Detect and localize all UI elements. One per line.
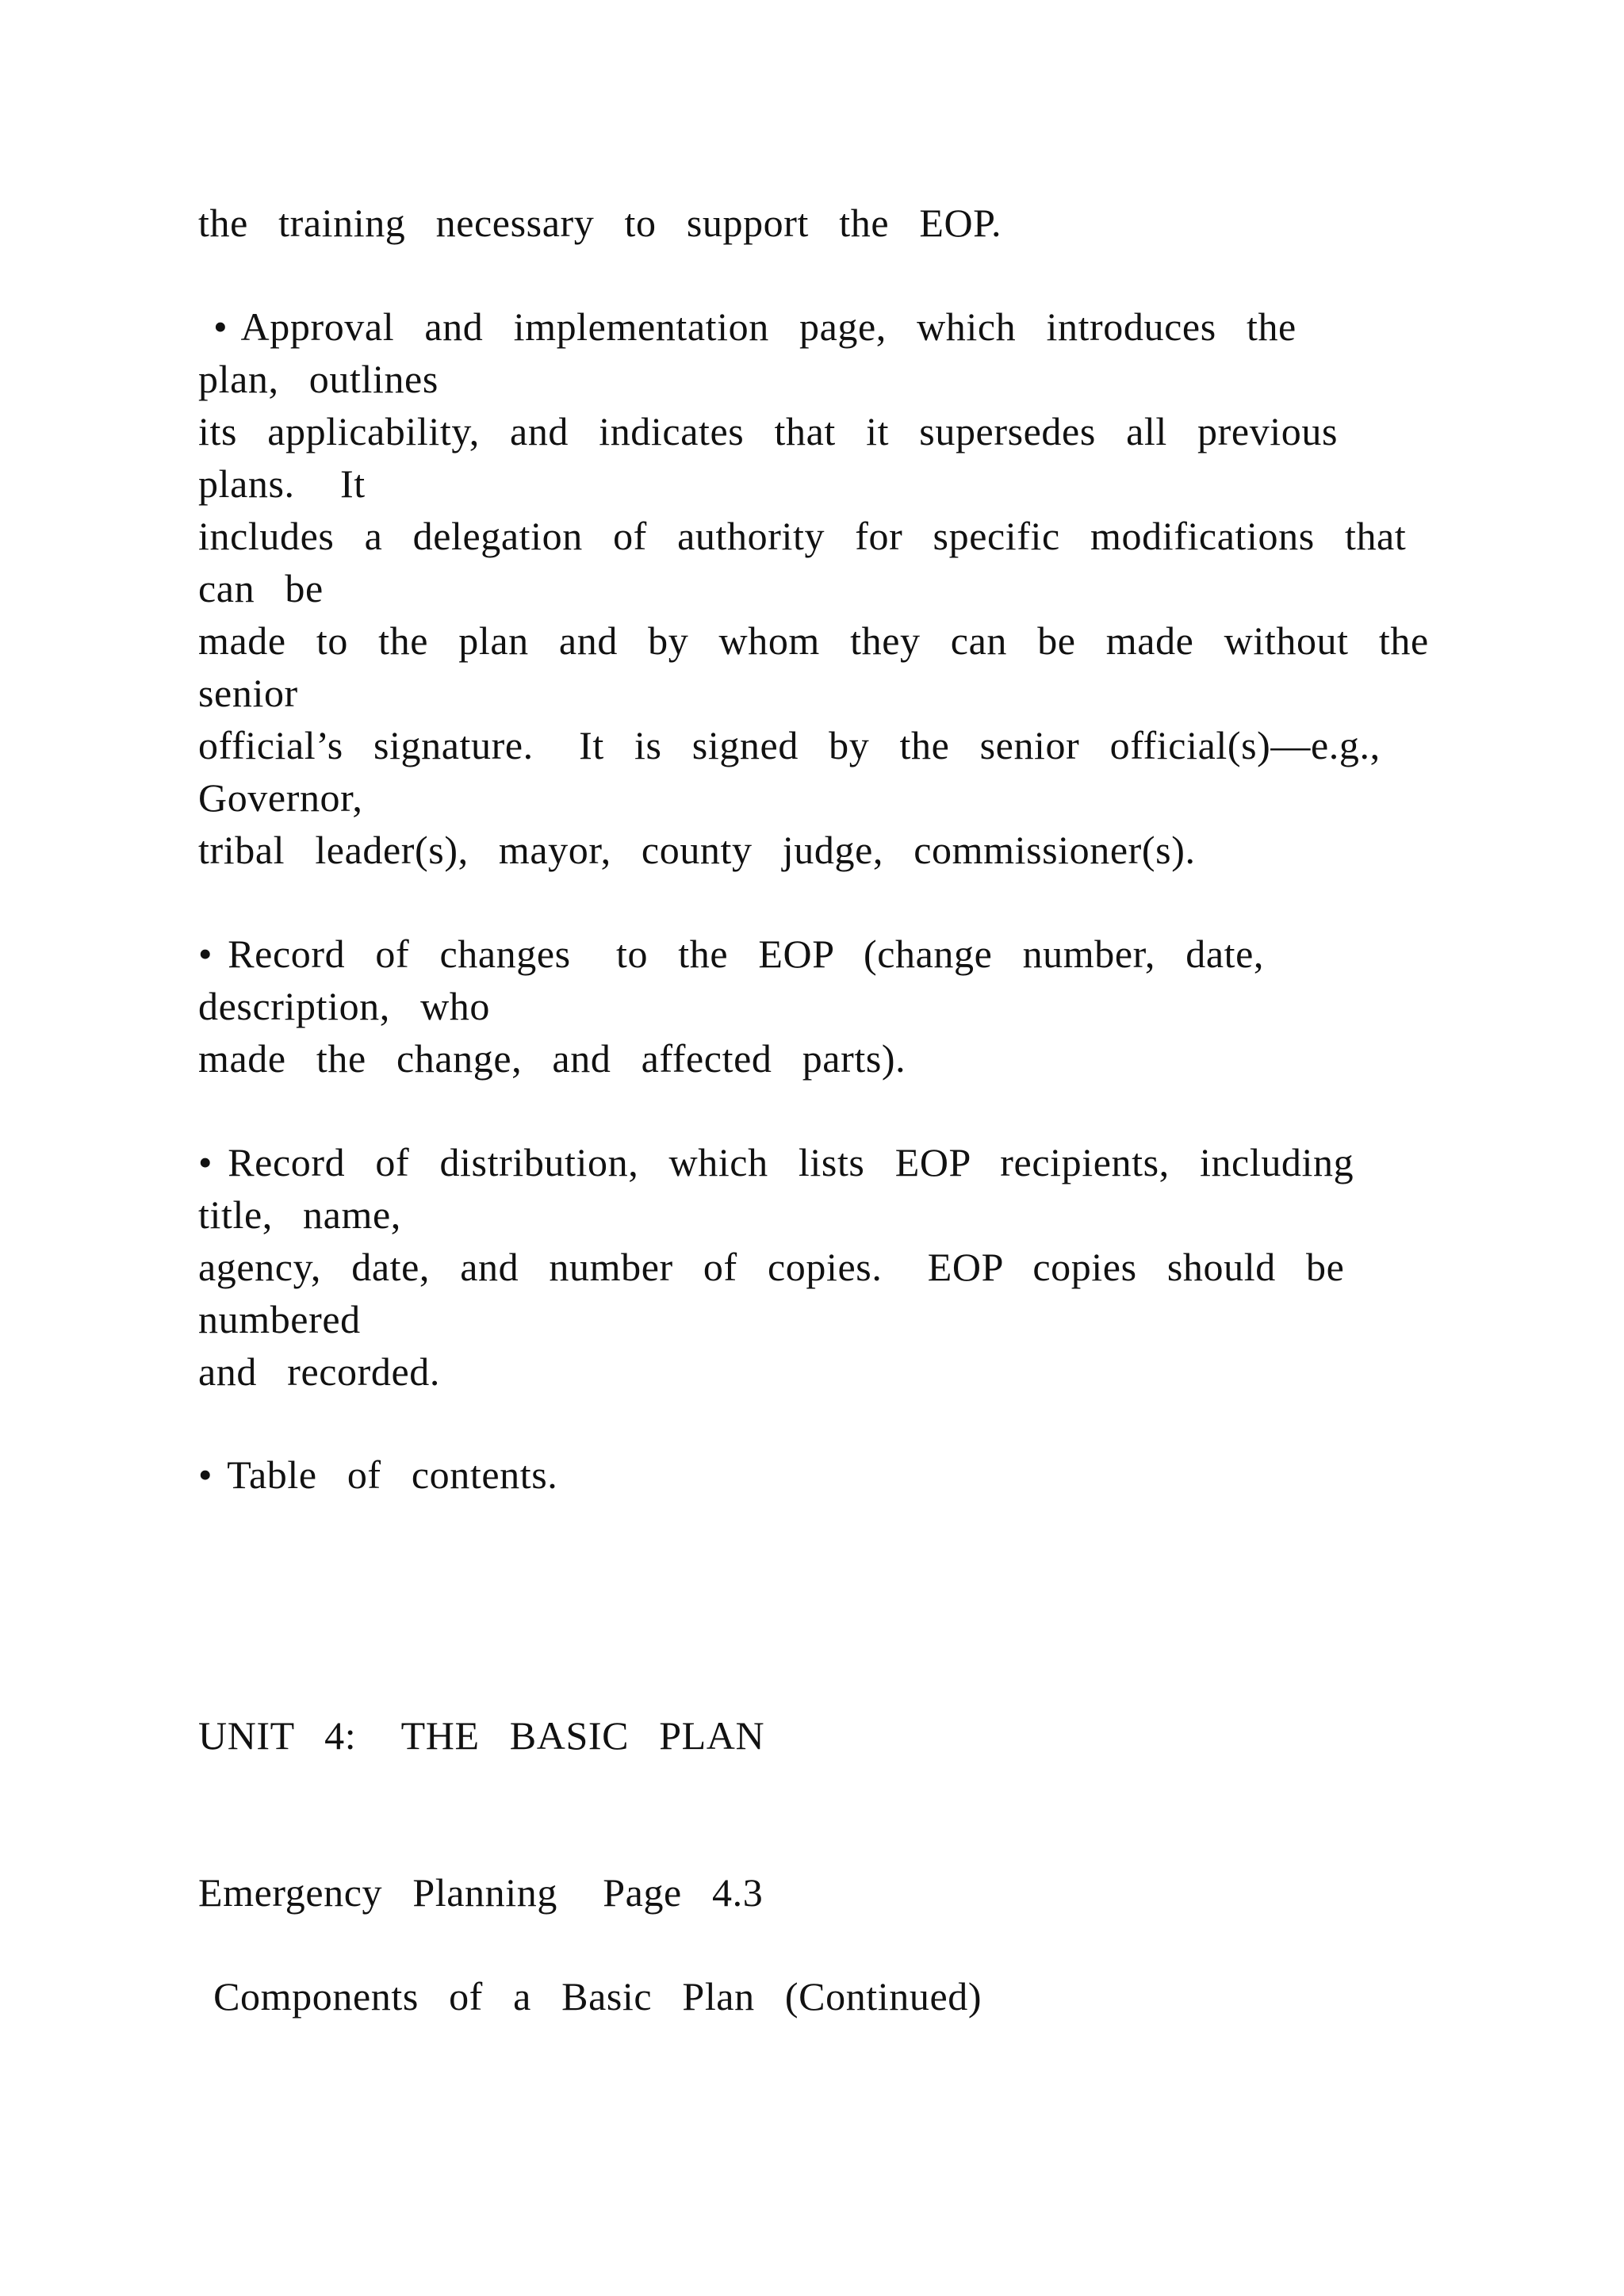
distribution-bullet-line: and recorded.	[198, 1349, 440, 1394]
approval-bullet-line: senior	[198, 671, 298, 715]
section-heading: Components of a Basic Plan (Continued)	[198, 1974, 982, 2019]
unit-heading: UNIT 4: THE BASIC PLAN	[198, 1713, 765, 1758]
distribution-bullet-line: • Record of distribution, which lists EOP recipients, including	[198, 1140, 1354, 1184]
approval-bullet-line: includes a delegation of authority for specific modifications that	[198, 514, 1407, 558]
approval-bullet-line: can be	[198, 566, 324, 610]
approval-bullet-line: plan, outlines	[198, 357, 439, 401]
approval-bullet-line: official’s signature. It is signed by the senior official(s)—e.g.,	[198, 723, 1381, 767]
distribution-bullet-line: title, name,	[198, 1192, 401, 1237]
page-label: Emergency Planning Page 4.3	[198, 1870, 764, 1915]
intro-text-line: the training necessary to support the EOP.	[198, 201, 1002, 245]
approval-bullet-line: tribal leader(s), mayor, county judge, commissioner(s).	[198, 828, 1196, 872]
approval-bullet-line: made to the plan and by whom they can be made without the	[198, 618, 1429, 663]
toc-bullet-line: • Table of contents.	[198, 1452, 558, 1497]
changes-bullet-line: description, who	[198, 984, 490, 1028]
approval-bullet-line: its applicability, and indicates that it supersedes all previous	[198, 409, 1339, 453]
changes-bullet-line: • Record of changes to the EOP (change number, date,	[198, 932, 1264, 976]
approval-bullet-line: Governor,	[198, 775, 363, 820]
distribution-bullet-line: numbered	[198, 1297, 361, 1341]
changes-bullet-line: made the change, and affected parts).	[198, 1036, 906, 1081]
approval-bullet-line: plans. It	[198, 461, 366, 506]
approval-bullet-line: • Approval and implementation page, which introduces the	[198, 304, 1297, 349]
distribution-bullet-line: agency, date, and number of copies. EOP copies should be	[198, 1245, 1345, 1289]
